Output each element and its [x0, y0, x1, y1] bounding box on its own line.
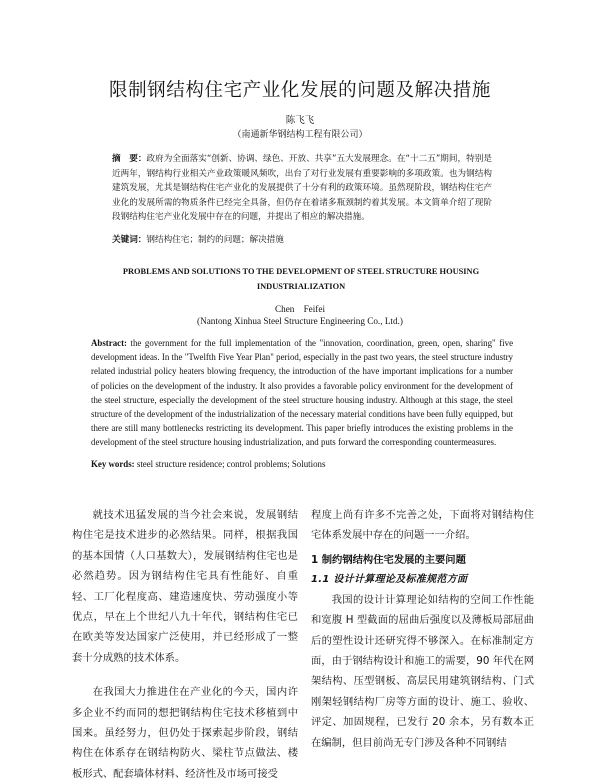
section-heading: 1 制约钢结构住宅发展的主要问题 — [311, 553, 466, 566]
body-paragraph: 我国的设计计算理论如结构的空间工作性能和宽腹 H 型截面的屈曲后强度以及薄板局部屈曲后的塑性设计还研究得不够深入。在标准制定方面，由于钢结构设计和施工的需要，90 年代在网架结构、压型钢板、高层民用建筑钢结构、门式刚架轻钢结构厂房等方面的设计、施工、验收、评定、加固规程，已发行 20 余本，另有数本正在编制，但目前尚无专门涉及各种不同钢结 — [311, 593, 534, 749]
body-paragraph: 就技术迅猛发展的当今社会来说，发展钢结构住宅是技术进步的必然结果。同样，根据我国的基本国情（人口基数大），发展钢结构住宅也是必然趋势。因为钢结构住宅具有性能好、自重轻、工厂化程度高、建造速度快、劳动强度小等优点，早在上个世纪八九十年代，钢结构住宅已在欧美等发达国家广泛使用，并已经形成了一整套十分成熟的技术体系。 — [72, 509, 298, 664]
keywords-en-label: Key words: — [91, 459, 135, 469]
abstract-cn-text: 政府为全面落实“创新、协调、绿色、开放、共享”五大发展理念。在“十二五”期间，特别是近两年，钢结构行业相关产业政策暖风频吹，出台了对行业发展有重要影响的多项政策。也为钢结构建筑发展，尤其是钢结构住宅产业化的发展提供了十分有利的政策环境。虽然现阶段，钢结构住宅产业化的发展所需的物质条件已经完全具备，但仍存在着诸多瓶颈制约着其发展。本文简单介绍了现阶段钢结构住宅产业化发展中存在的问题，并提出了相应的解决措施。 — [112, 154, 492, 223]
keywords-cn — [112, 234, 492, 247]
keywords-en — [91, 458, 513, 470]
affiliation-en: (Nantong Xinhua Steel Structure Engineering Co., Ltd.) — [197, 316, 403, 326]
body-paragraph: 程度上尚有许多不完善之处，下面将对钢结构住宅体系发展中存在的问题一一介绍。 — [311, 509, 534, 542]
abstract-cn-label: 摘 要： — [112, 154, 147, 164]
subsection-heading: 1.1 设计计算理论及标准规范方面 — [311, 573, 468, 585]
author-name-en: Chen Feifei — [274, 304, 325, 314]
body-right-column — [311, 505, 534, 753]
keywords-en-text: steel structure residence; control problems; Solutions — [136, 459, 326, 469]
paper-title: 限制钢结构住宅产业化发展的问题及解决措施 — [108, 80, 491, 101]
keywords-cn-text: 钢结构住宅；制约的问题；解决措施 — [146, 235, 284, 245]
abstract-en-label: Abstract: — [91, 338, 127, 348]
keywords-cn-label: 关键词： — [112, 235, 147, 245]
body-left-column — [72, 505, 298, 784]
affiliation-cn: （南通新华钢结构工程有限公司） — [232, 130, 368, 140]
author-name-cn: 陈飞飞 — [285, 115, 315, 126]
abstract-en-text: the government for the full implementation of the "innovation, coordination, green, open, sharing" five development ideas. In the "Twelfth Five Year Plan" period, especially in the past two years, the steel structure industry related industrial policy heaters blowing frequency, the introduction of the have important implications for a number of policies on the development of the industry. It also provides a favorable policy environment for the development of the steel structure, especially the development of the steel structure housing industry. Although at this stage, the steel structure of the development of the industrialization of the necessary material conditions have been fully equipped, but there are still many bottlenecks restricting its development. This paper briefly introduces the existing problems in the development of the steel structure housing industrialization, and puts forward the corresponding countermeasures. — [91, 338, 514, 448]
paper-title-en: PROBLEMS AND SOLUTIONS TO THE DEVELOPMENT OF STEEL STRUCTURE HOUSING INDUSTRIALIZATION — [122, 267, 480, 291]
abstract-cn — [112, 152, 492, 225]
abstract-en — [91, 336, 513, 450]
body-paragraph: 在我国大力推进住在产业化的今天，国内许多企业不约而同的想把钢结构住宅技术移植到中国来。虽经努力，但仍处于探索起步阶段，钢结构住在体系存在钢结构防火、梁柱节点做法、楼板形式、配套墙体材料、经济性及市场可接受 — [72, 686, 298, 780]
